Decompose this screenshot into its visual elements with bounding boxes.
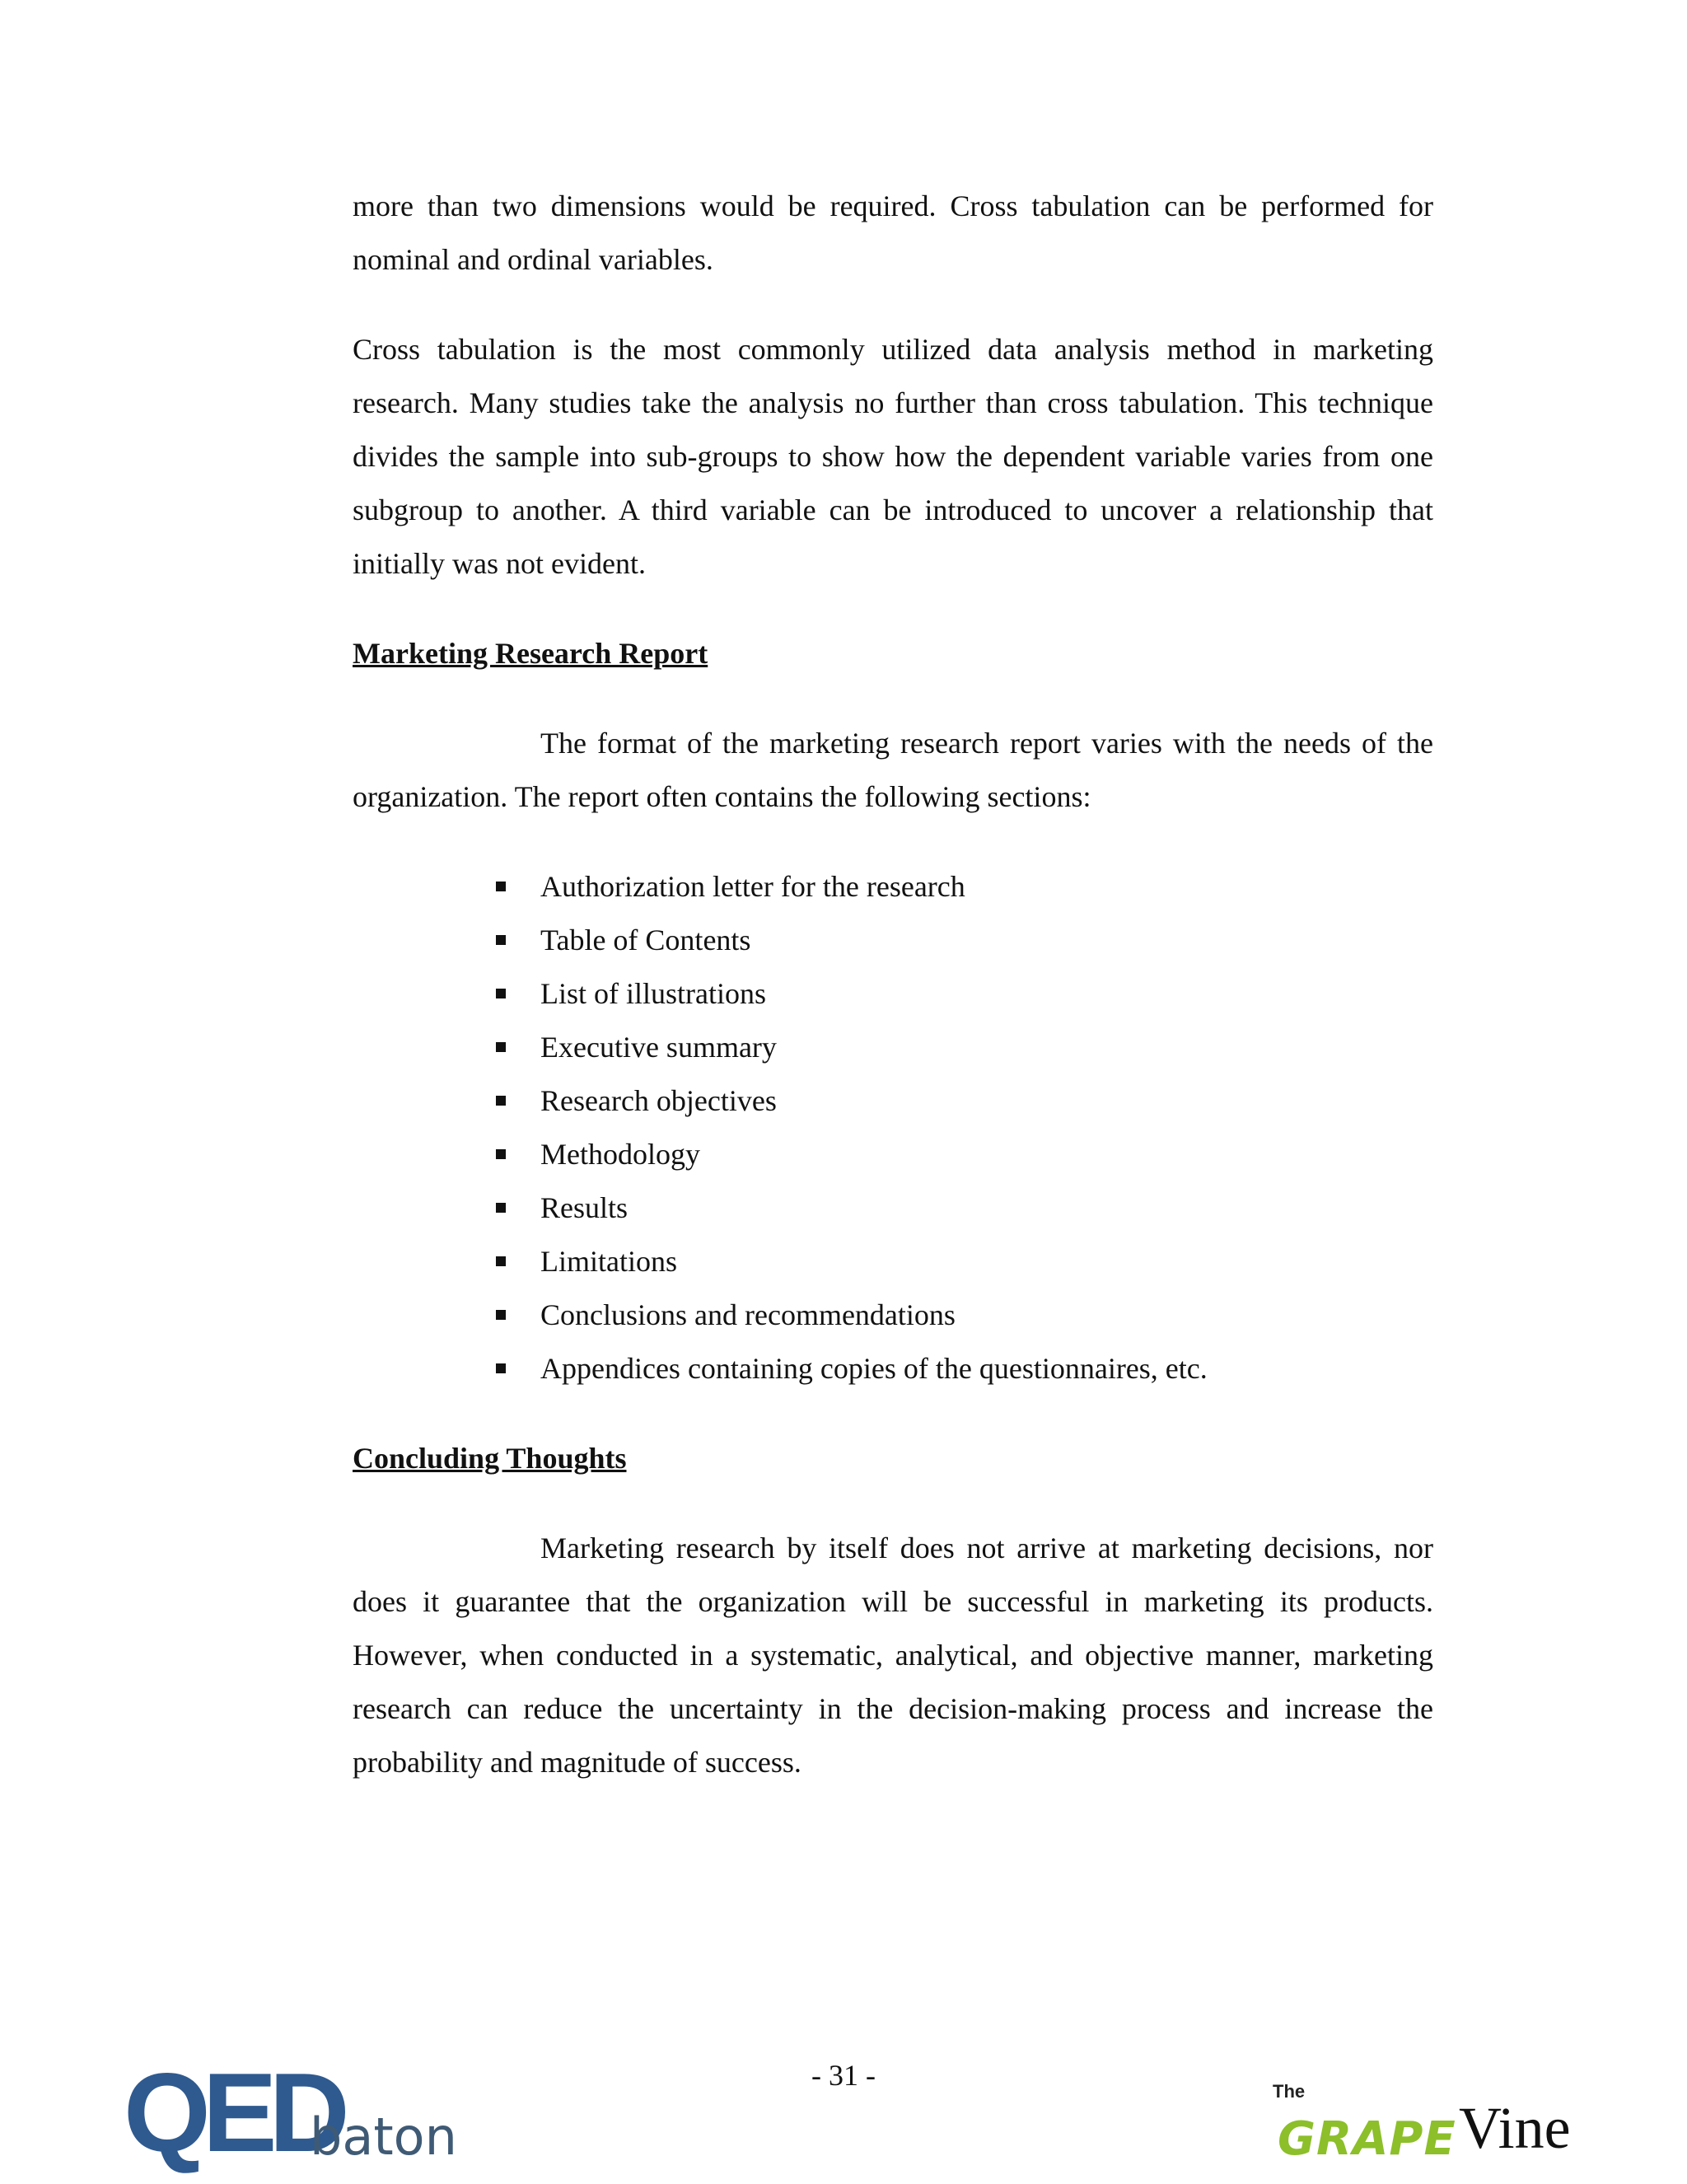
list-item: Research objectives [540, 1074, 1433, 1128]
list-item: Table of Contents [540, 914, 1433, 967]
qed-baton-logo [124, 2050, 461, 2180]
paragraph-report-format: The format of the marketing research report varies with the needs of the organization. The report often contains the following sections: [353, 727, 1433, 813]
qed-logo-mark: QED [124, 2050, 342, 2175]
bullet-square-icon [496, 935, 506, 945]
paragraph-conclusion: Marketing research by itself does not arrive at marketing decisions, nor does it guarantee that the organization will be successful in marketing its products. However, when conducted in a systematic, analytical, and objective manner, marketing research can reduce the uncertainty in the decision-making process and increase the probability and magnitude of success. [353, 1532, 1433, 1779]
bullet-square-icon [496, 1042, 506, 1052]
bullet-square-icon [496, 1149, 506, 1159]
bullet-square-icon [496, 1203, 506, 1213]
list-item: Conclusions and recommendations [540, 1288, 1433, 1342]
bullet-square-icon [496, 882, 506, 891]
report-sections-list [353, 860, 1433, 1396]
bullet-square-icon [496, 989, 506, 998]
page-number: - 31 - [811, 2059, 876, 2092]
grapevine-logo-vine: Vine [1459, 2095, 1571, 2161]
bullet-square-icon [496, 1256, 506, 1266]
heading-concluding-thoughts: Concluding Thoughts [353, 1442, 627, 1475]
paragraph-cross-tab-dimensions: more than two dimensions would be required. Cross tabulation can be performed for nominal and ordinal variables. [353, 189, 1433, 276]
bullet-square-icon [496, 1310, 506, 1320]
list-item: Methodology [540, 1128, 1433, 1181]
list-item: List of illustrations [540, 967, 1433, 1021]
list-item: Appendices containing copies of the questionnaires, etc. [540, 1342, 1433, 1396]
grapevine-logo-grape: GRAPE [1278, 2112, 1456, 2166]
list-item: Executive summary [540, 1021, 1433, 1074]
grapevine-logo [1273, 2079, 1586, 2170]
grapevine-logo-the: The [1273, 2081, 1306, 2102]
page-content [353, 180, 1433, 1826]
baton-logo-text: baton [310, 2107, 457, 2167]
paragraph-cross-tab-usage: Cross tabulation is the most commonly utilized data analysis method in marketing research. Many studies take the analysis no further than cross tabulation. This technique divides the sample into sub-groups to show how the dependent variable varies from one subgroup to another. A third variable can be introduced to uncover a relationship that initially was not evident. [353, 333, 1433, 580]
list-item: Authorization letter for the research [540, 860, 1433, 914]
bullet-square-icon [496, 1363, 506, 1373]
list-item: Results [540, 1181, 1433, 1235]
heading-marketing-research-report: Marketing Research Report [353, 637, 708, 670]
list-item: Limitations [540, 1235, 1433, 1288]
bullet-square-icon [496, 1096, 506, 1106]
